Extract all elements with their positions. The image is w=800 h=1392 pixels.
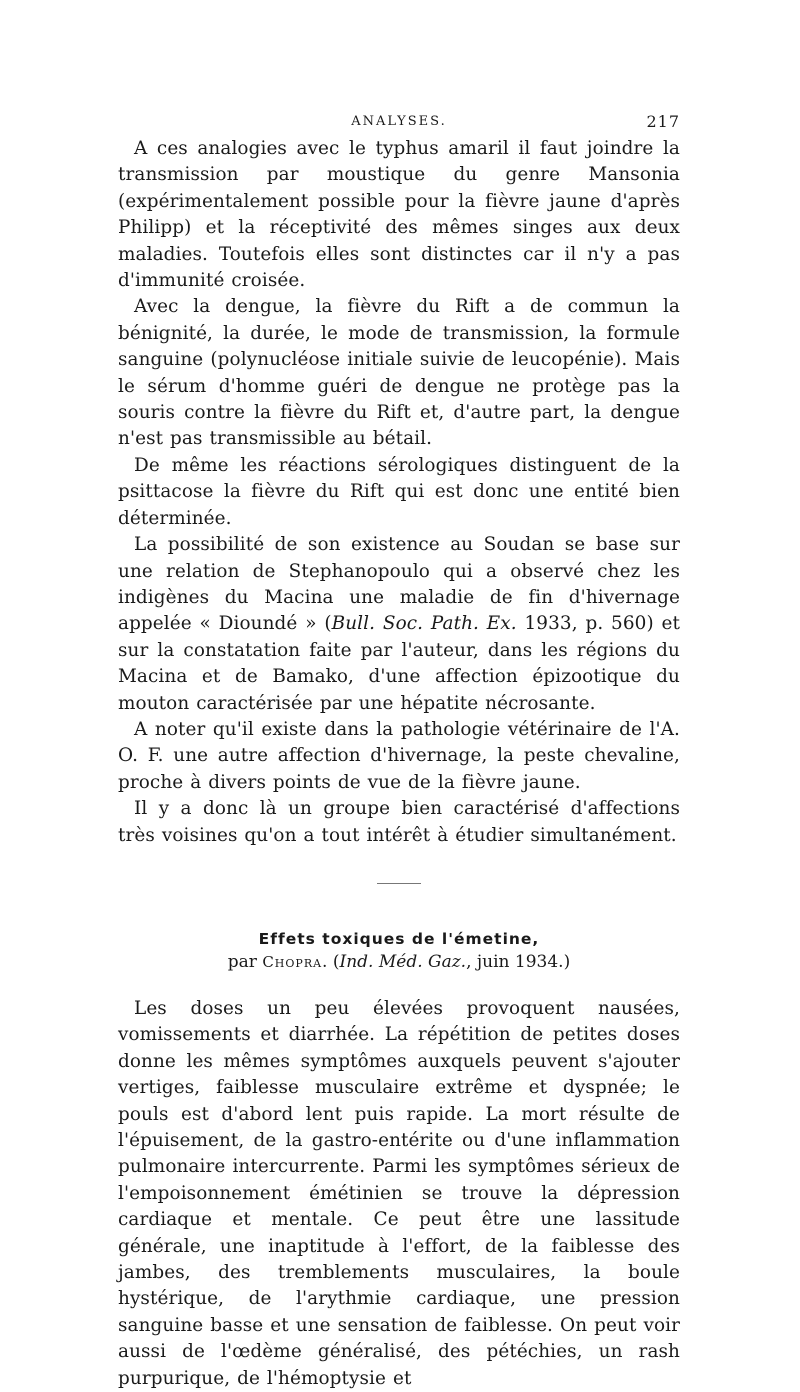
paragraph-text: 1933, p. 560) et sur la constatation faite par l'auteur, dans les régions du Macina et de Bamako, d'une affection épizootique du mouton caractérisée par une hépatite nécrosante. [118,613,680,714]
paragraph: A ces analogies avec le typhus amaril il faut joindre la transmission par moustique du genre Mansonia (expérimentalement possible pour la fièvre jaune d'après Philipp) et la réceptivité des mêmes singes aux deux maladies. Toutefois elles sont distinctes car il n'y a pas d'immunité croisée. [118,138,680,292]
byline-prefix: par [227,951,263,972]
article-byline [118,950,680,974]
running-header [118,112,680,136]
article-title: Effets toxiques de l'émetine, [258,929,540,948]
author-name: Chopra [262,952,323,971]
running-title: ANALYSES. [351,114,447,129]
paragraph: De même les réactions sérologiques distinguent de la psittacose la fièvre du Rift qui est donc une entité bien déterminée. [118,454,680,529]
paragraph-text: La possibilité de son existence au Soudan se base sur une relation de Stephanopoulo qui a observé chez les indigènes du Macina une maladie de fin d'hivernage appelée « Dioundé » ( [118,534,680,635]
paragraph: A noter qu'il existe dans la pathologie vétérinaire de l'A. O. F. une autre affection d'hivernage, la peste chevaline, proche à divers points de vue de la fièvre jaune. [118,718,680,793]
journal-name: Ind. Méd. Gaz. [339,951,467,972]
journal-reference: Bull. Soc. Path. Ex. [331,613,517,635]
paragraph: Les doses un peu élevées provoquent nausées, vomissements et diarrhée. La répétition de petites doses donne les mêmes symptômes auxquels peuvent s'ajouter vertiges, faiblesse musculaire extrême et dyspnée; le pouls est d'abord lent puis rapide. La mort résulte de l'épuisement, de la gastro-entérite ou d'une inflammation pulmonaire intercurrente. Parmi les symptômes sérieux de l'empoisonnement émétinien se trouve la dépression cardiaque et mentale. Ce peut être une lassitude générale, une inaptitude à l'effort, de la faiblesse des jambes, des tremblements musculaires, la boule hystérique, de l'arythmie cardiaque, une pression sanguine basse et une sensation de faiblesse. On peut voir aussi de l'œdème généralisé, des pétéchies, un rash purpurique, de l'hémoptysie et [118,997,680,1389]
section-divider [377,883,421,884]
paragraph: Il y a donc là un groupe bien caractérisé d'affections très voisines qu'on a tout intérêt à étudier simultanément. [118,798,680,846]
byline-separator: . ( [322,951,340,972]
publication-date: , juin 1934.) [466,951,571,972]
section-rift-fever-analysis [118,136,680,849]
paragraph: Avec la dengue, la fièvre du Rift a de commun la bénignité, la durée, le mode de transmission, la formule sanguine (polynucléose initiale suivie de leucopénie). Mais le sérum d'homme guéri de dengue ne protège pas la souris contre la fièvre du Rift et, d'autre part, la dengue n'est pas transmissible au bétail. [118,296,680,450]
page [118,112,680,1392]
paragraph-with-reference [118,532,680,717]
page-number: 217 [646,112,680,131]
article-emetine [118,930,680,1392]
